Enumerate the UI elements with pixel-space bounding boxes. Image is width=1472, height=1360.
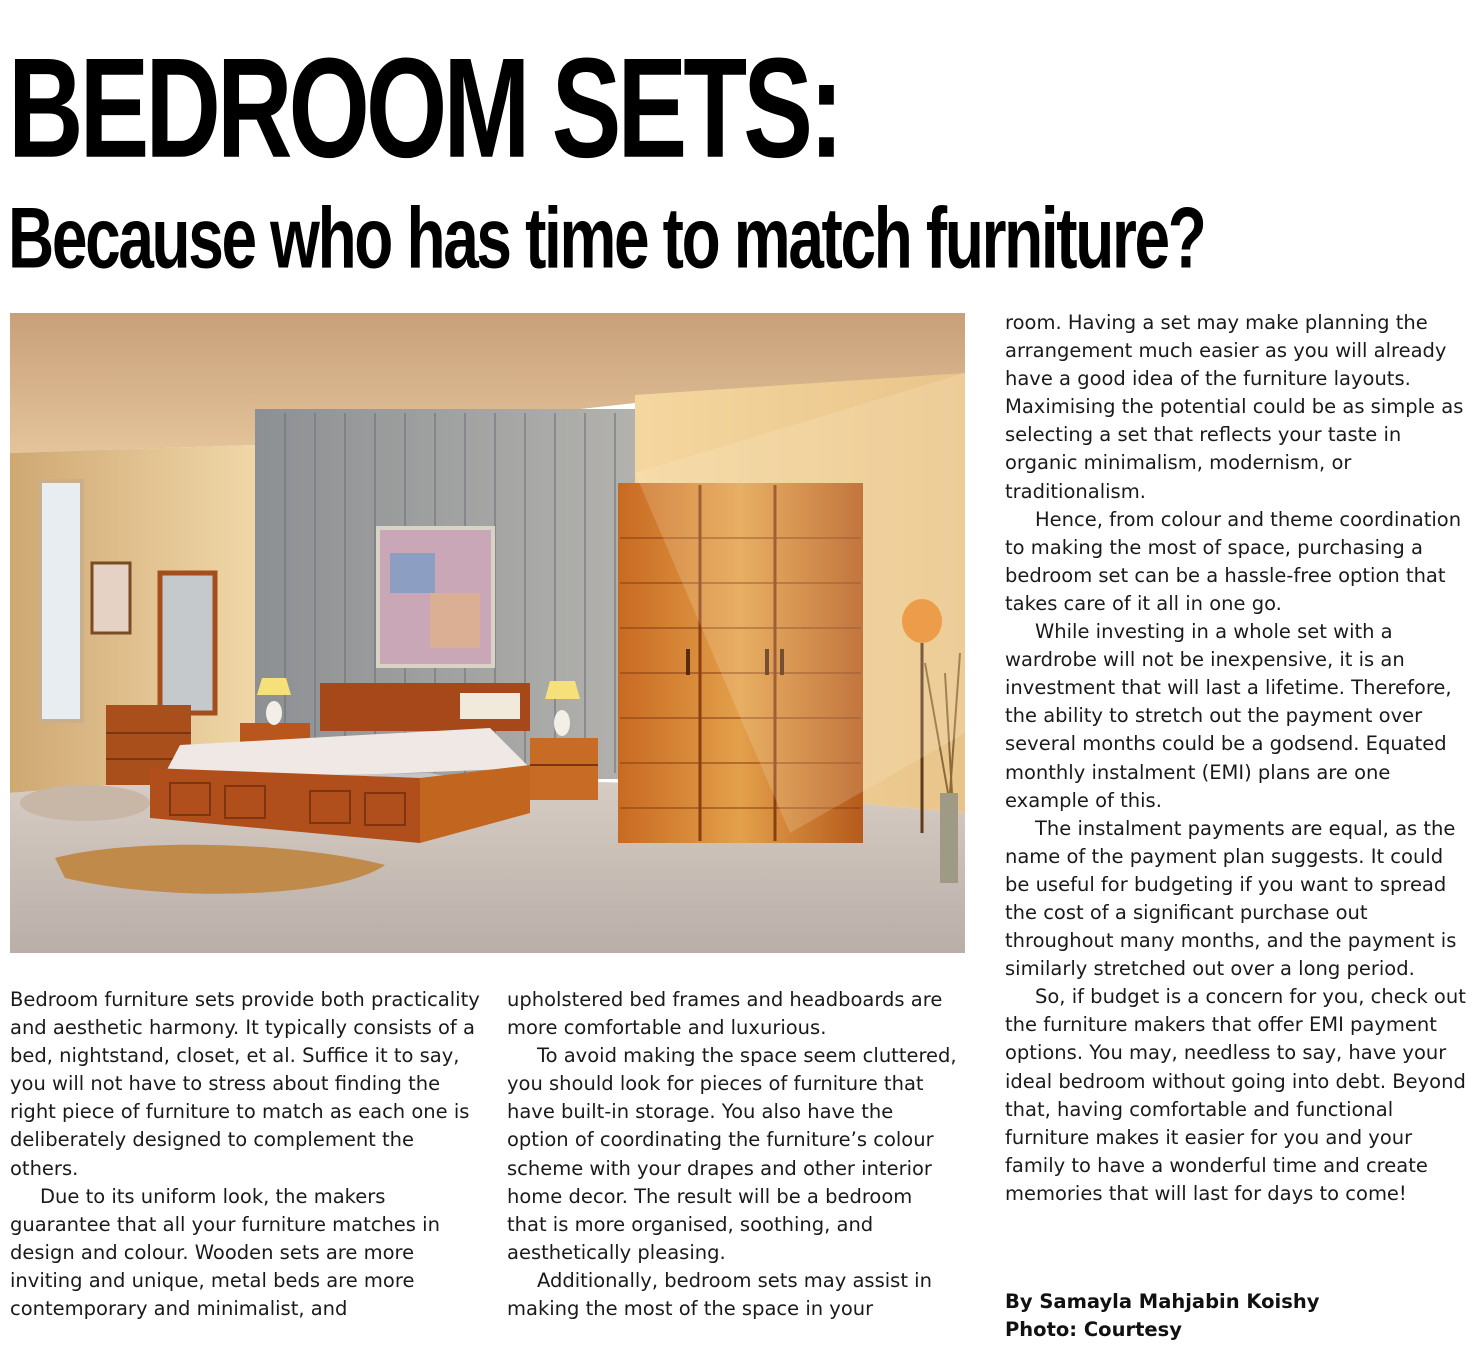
paragraph: Additionally, bedroom sets may assist in making the most of the space in your [507, 1268, 932, 1321]
paragraph: The instalment payments are equal, as the name of the payment plan suggests. It could be useful for budgeting if you want to spread the cost of a significant purchase out throughout many months, and the payment is similarly stretched out over a long period. [1005, 816, 1457, 981]
headline: BEDROOM SETS: [8, 29, 840, 188]
credits [1005, 1288, 1319, 1344]
paragraph: room. Having a set may make planning the arrangement much easier as you will already have a good idea of the furniture layouts. Maximising the potential could be as simple as selecting a set that reflects your taste in organic minimalism, modernism, or traditionalism. [1005, 311, 1464, 503]
column-1 [10, 986, 480, 1323]
paragraph: To avoid making the space seem cluttered, you should look for pieces of furniture that have built-in storage. You also have the option of coordinating the furniture’s colour scheme with your drapes and other interior home decor. The result will be a bedroom that is more organised, soothing, and aesthetically pleasing. [507, 1044, 957, 1264]
paragraph: Bedroom furniture sets provide both practicality and aesthetic harmony. It typically consists of a bed, nightstand, closet, et al. Suffice it to say, you will not have to stress about finding the right piece of furniture to match as each one is deliberately designed to complement the others. [10, 988, 480, 1180]
bedroom-photo [10, 313, 965, 953]
byline: By Samayla Mahjabin Koishy [1005, 1290, 1320, 1313]
paragraph: So, if budget is a concern for you, check out the furniture makers that offer EMI payment options. You may, needless to say, have your ideal bedroom without going into debt. Beyond that, having comfortable and functional furniture makes it easier for you and your family to have a wonderful time and create memories that will last for days to come! [1005, 985, 1466, 1205]
paragraph: upholstered bed frames and headboards are more comfortable and luxurious. [507, 988, 943, 1040]
paragraph: Due to its uniform look, the makers guarantee that all your furniture matches in design and colour. Wooden sets are more inviting and unique, metal beds are more contemporary and minimalist, and [10, 1184, 440, 1321]
column-2 [507, 986, 957, 1323]
paragraph: Hence, from colour and theme coordination to making the most of space, purchasing a bedroom set can be a hassle-free option that takes care of it all in one go. [1005, 507, 1462, 615]
photo-credit: Photo: Courtesy [1005, 1318, 1182, 1341]
paragraph: While investing in a whole set with a wardrobe will not be inexpensive, it is an investment that will last a lifetime. Therefore, the ability to stretch out the payment over several months could be a godsend. Equated monthly instalment (EMI) plans are one example of this. [1005, 620, 1452, 812]
subheadline: Because who has time to match furniture? [8, 190, 1205, 287]
column-3 [1005, 309, 1467, 1208]
